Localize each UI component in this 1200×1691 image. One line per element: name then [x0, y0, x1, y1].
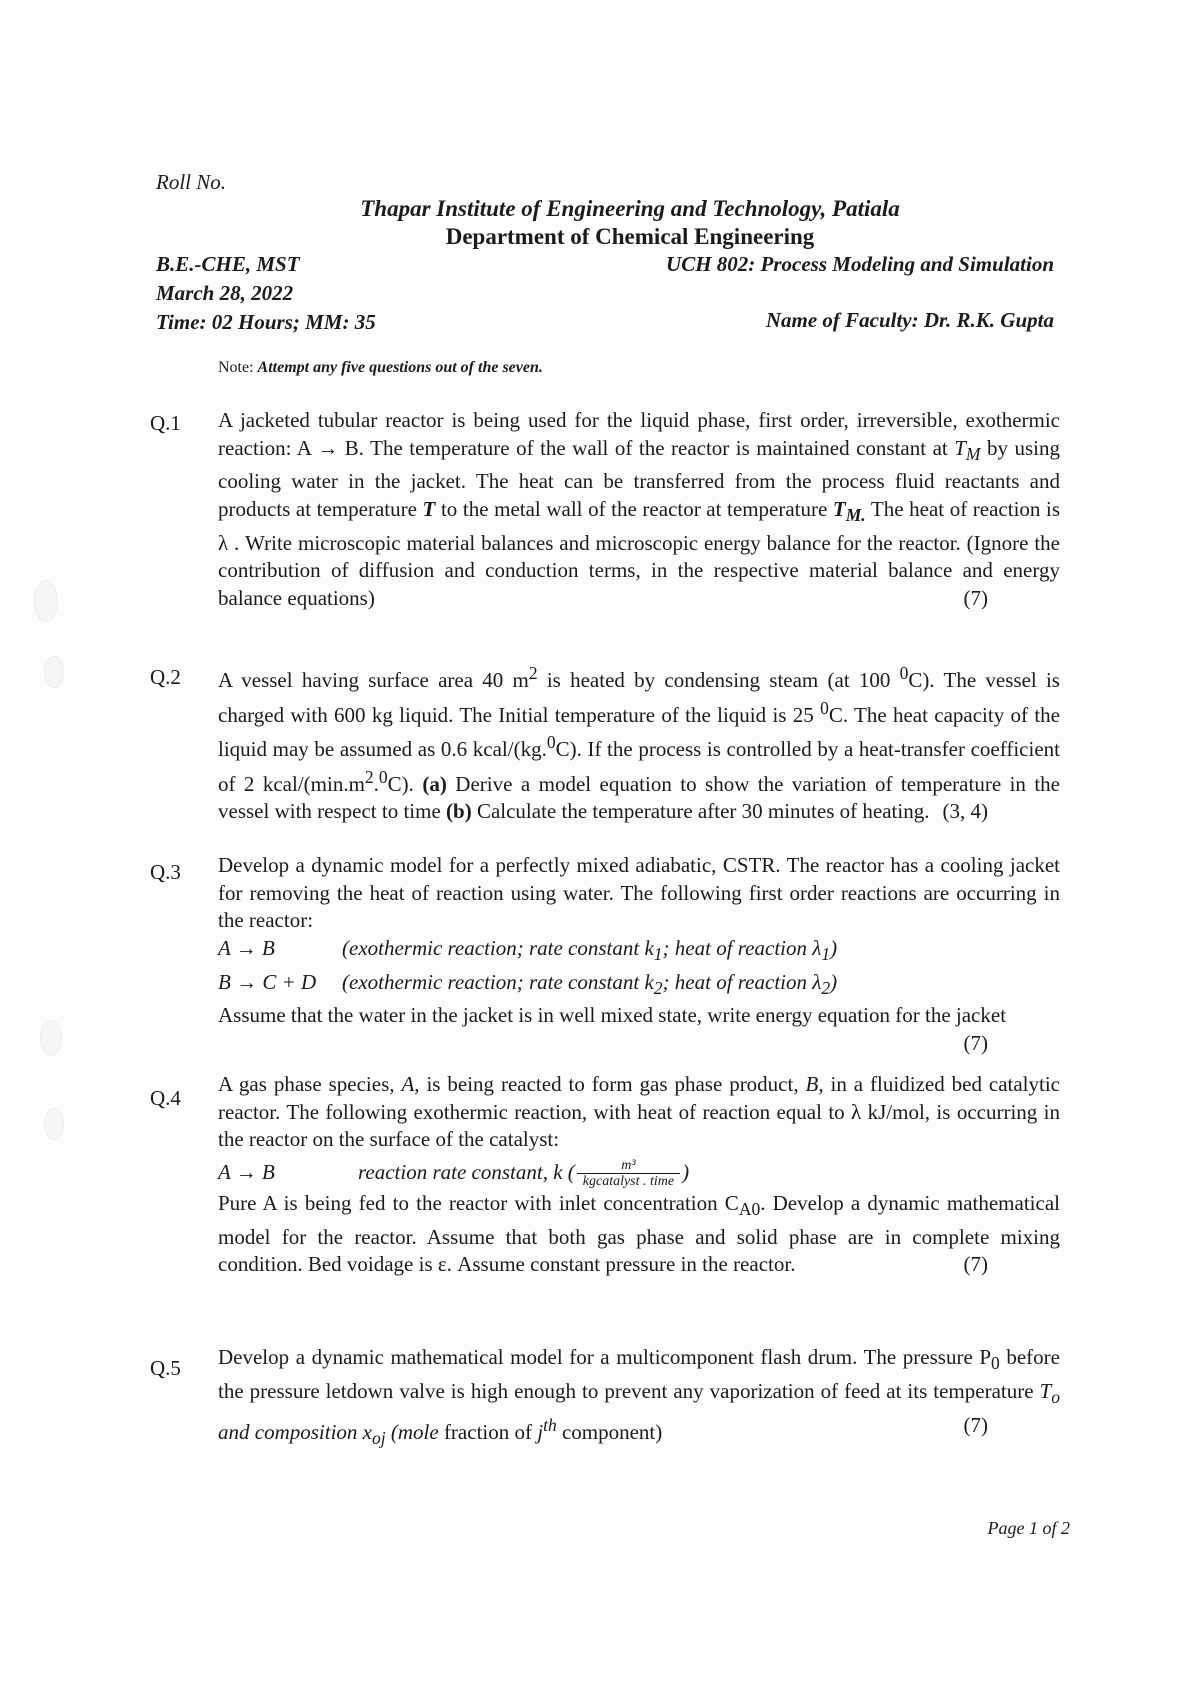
department-name: Department of Chemical Engineering: [445, 224, 815, 249]
scan-mark: [34, 580, 58, 622]
reaction-line: B → C + D (exothermic reaction; rate constant $k_2$; heat of reaction $\lambda_2$): [218, 969, 838, 998]
question-2-body: A vessel having surface area 40 $m^2$ is heated by condensing steam (at 100 $^0$C). The vessel is charged with 600 kg liquid. The Initial temperature of the liquid is 25 $^0$C. The heat capacity of the liquid may be assumed as 0.6 kcal/(kg.$^0$C). If the process is controlled by a heat-transfer coefficient of 2 kcal/$(\min.m^2.^0C)$. (a) Derive a model equation to show the variation of temperature in the vessel with respect to time (b) Calculate the temperature after 30 minutes of heating. (3, 4): [218, 660, 1060, 826]
marks: (7): [963, 1252, 988, 1277]
instruction-note: [218, 359, 543, 377]
marks: (7): [963, 1030, 988, 1055]
question-number: Q.1: [150, 411, 181, 435]
reaction-line: A → B (exothermic reaction; rate constant $k_1$; heat of reaction $\lambda_1$): [218, 935, 838, 964]
scan-mark: [40, 1020, 62, 1056]
question-number: Q.3: [150, 860, 181, 884]
question-number: Q.5: [150, 1356, 181, 1380]
question-3-body: Develop a dynamic model for a perfectly mixed adiabatic, CSTR. The reactor has a cooling jacket for removing the heat of reaction using water. The following first order reactions are occurring in the reactor: A → B (exothermic reaction; rate constant $k_1$; heat of reaction $\lambda_1$) B → C + D (exothermic reaction; rate constant $k_2$; heat of reaction $\lambda_2$) Assume that the water in the jacket is in well mixed state, write energy equation for the jacket (7): [218, 852, 1060, 1058]
question-number: Q.2: [150, 665, 181, 689]
question-number: Q.4: [150, 1086, 181, 1110]
marks: (7): [963, 1412, 988, 1437]
marks: (3, 4): [942, 799, 988, 824]
question-5-body: Develop a dynamic mathematical model for a multicomponent flash drum. The pressure $P_0$ before the pressure letdown valve is high enough to prevent any vaporization of feed at its temperature $T_o$ and composition $x_{oj}$ (mole fraction of $j^{th}$ component) (7): [218, 1345, 1060, 1448]
program-label: B.E.-CHE, MST: [156, 252, 300, 276]
note-text: Attempt any five questions out of the seven.: [257, 359, 543, 376]
time-and-marks: Time: 02 Hours; MM: 35: [156, 310, 376, 334]
course-title: UCH 802: Process Modeling and Simulation: [666, 252, 1054, 276]
faculty-name: Name of Faculty: Dr. R.K. Gupta: [765, 308, 1054, 332]
scan-mark: [44, 1108, 64, 1140]
institute-name: Thapar Institute of Engineering and Technology, Patiala: [360, 196, 900, 221]
marks: (7): [963, 585, 988, 610]
reaction-line: A → B reaction rate constant, k ( $\frac{\text{m³}}{\text{kgcatalyst . time}}$ ): [218, 1158, 690, 1190]
exam-date: March 28, 2022: [156, 281, 294, 305]
question-4-body: A gas phase species, A, is being reacted to form gas phase product, B, in a fluidized bed catalytic reactor. The following exothermic reaction, with heat of reaction equal to λ kJ/mol, is occurring in the reactor on the surface of the catalyst: A → B reaction rate constant, k ( $\frac{\text{m³}}{\text{kgcatalyst . time}}$ ) Pure A is being fed to the reactor with inlet concentration $C_{A0}$. Develop a dynamic mathematical model for the reactor. Assume that both gas phase and solid phase are in complete mixing condition. Bed voidage is ε. Assume constant pressure in the reactor. (7): [218, 1071, 1060, 1279]
scan-mark: [44, 656, 64, 688]
roll-number-label: Roll No.: [156, 170, 227, 194]
note-label: Note:: [218, 359, 254, 376]
rate-constant-unit-fraction: $\frac{\text{m³}}{\text{kgcatalyst . time}}$: [577, 1158, 680, 1189]
question-1-body: A jacketed tubular reactor is being used for the liquid phase, first order, irreversible, exothermic reaction: A → B. The temperature of the wall of the reactor is maintained constant at $T_M$ by using cooling water in the jacket. The heat can be transferred from the process fluid reactants and products at temperature T to the metal wall of the reactor at temperature $T_{M.}$ The heat of reaction is λ . Write microscopic material balances and microscopic energy balance for the reactor. (Ignore the contribution of diffusion and conduction terms, in the respective material balance and energy balance equations) (7): [218, 407, 1060, 613]
page-number: Page 1 of 2: [987, 1518, 1070, 1538]
